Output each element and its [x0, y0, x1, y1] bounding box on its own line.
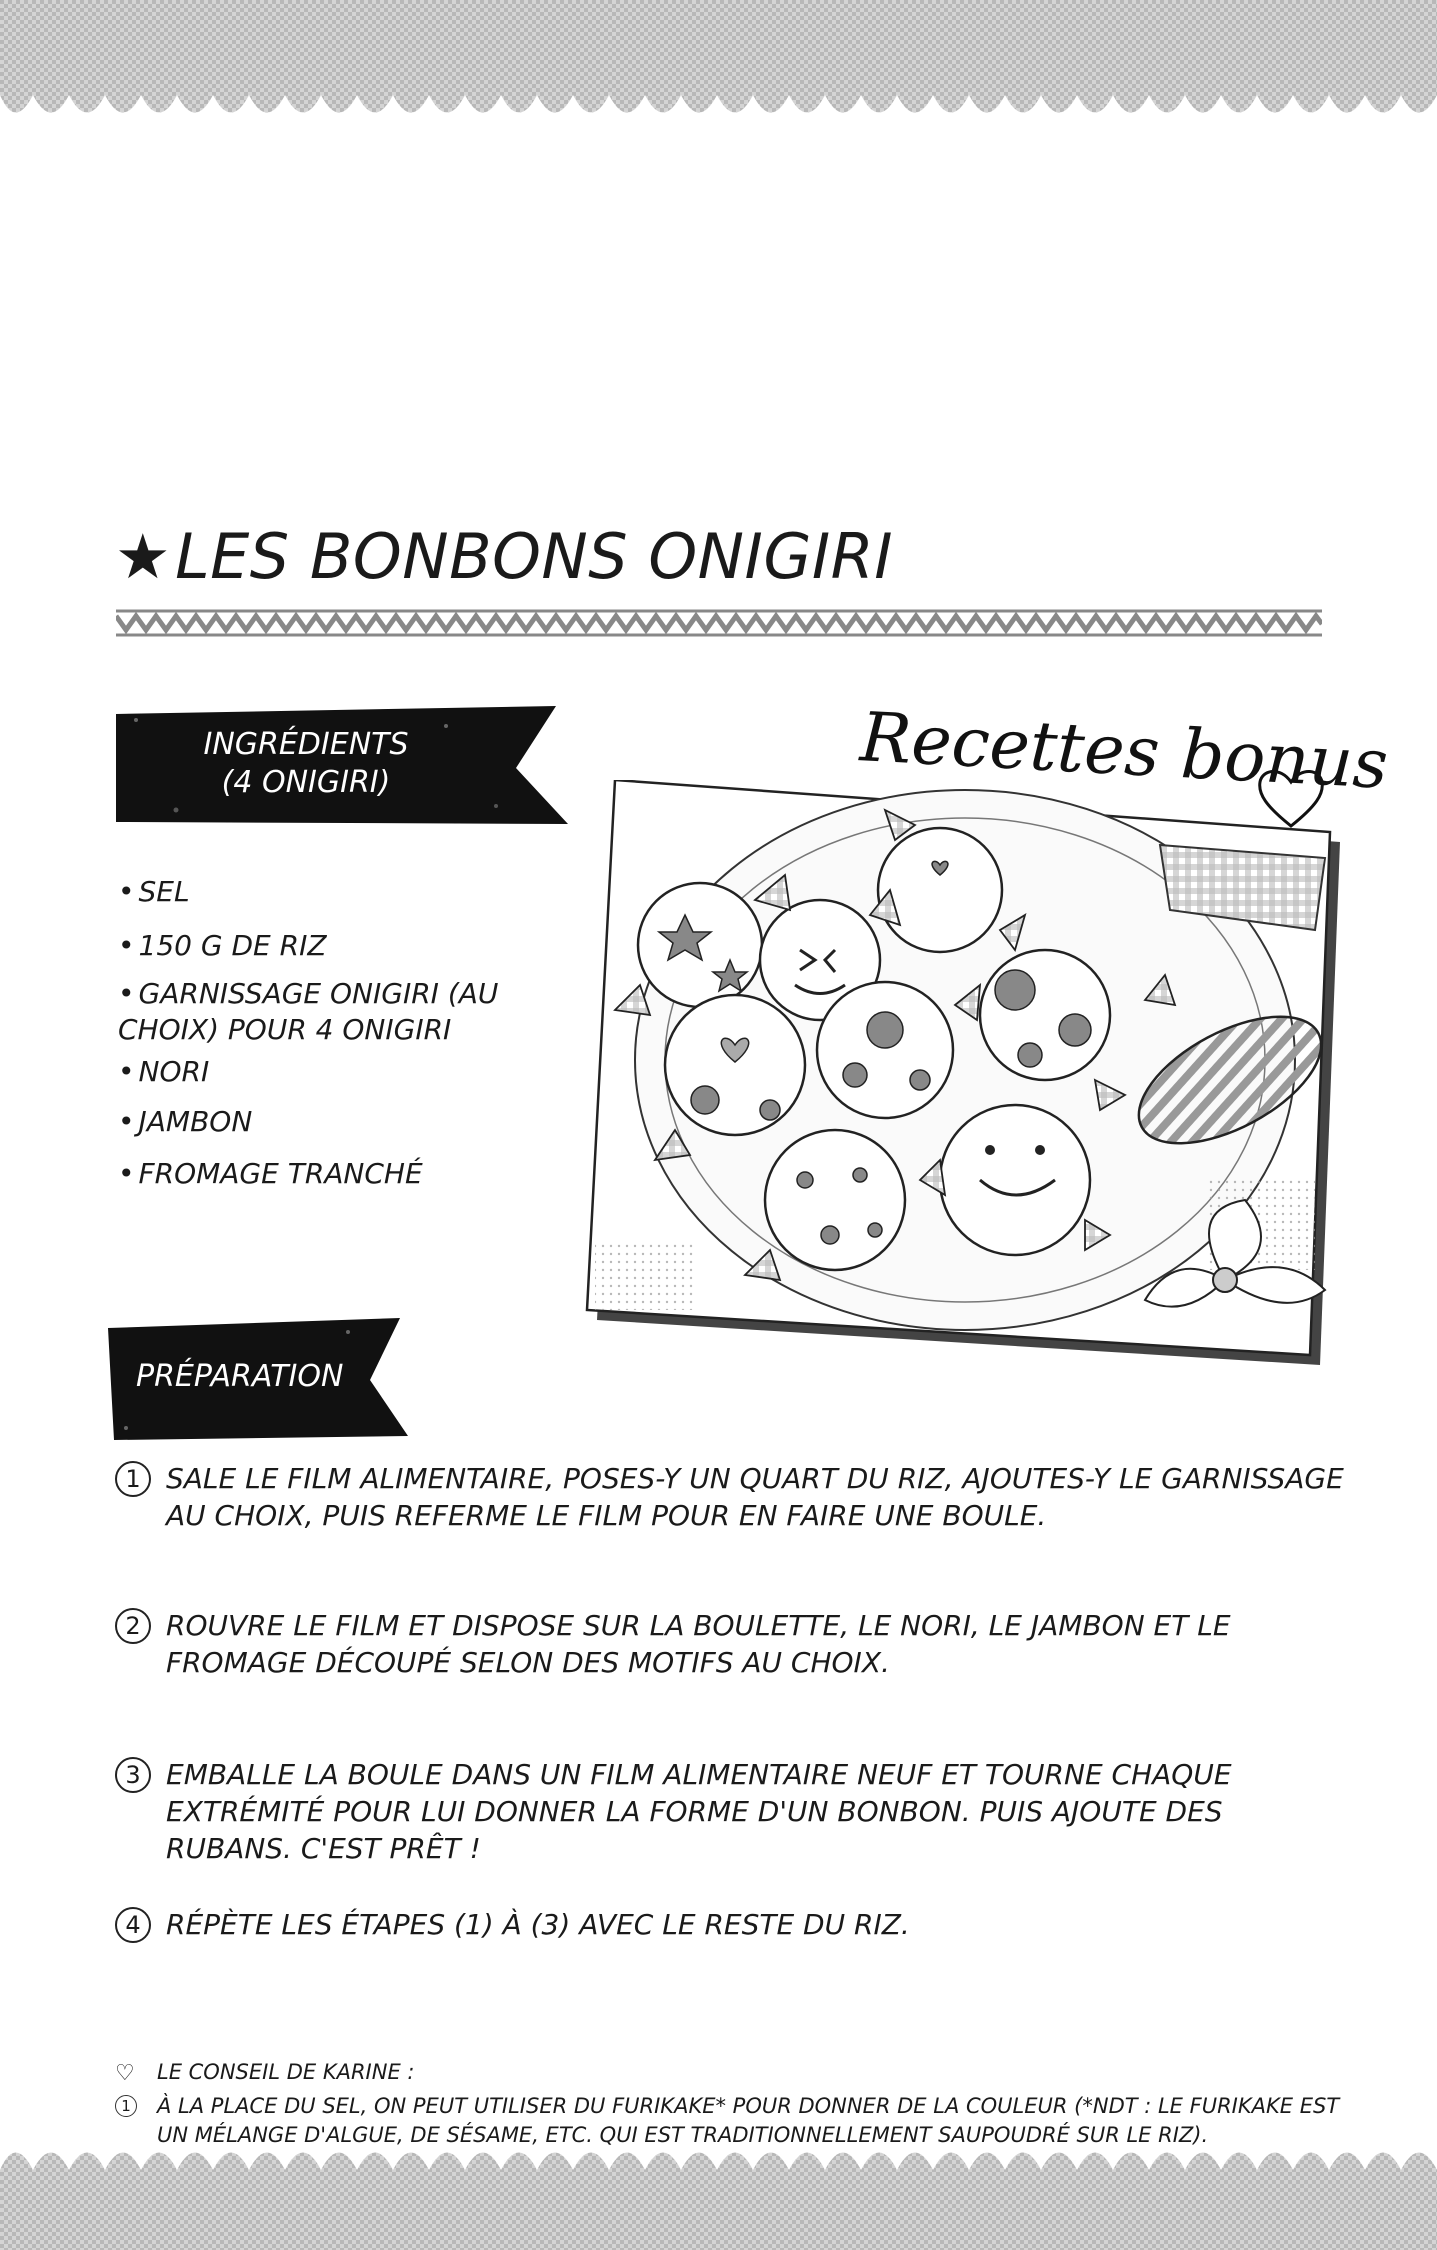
ingredient-item — [118, 874, 608, 910]
preparation-heading: PRÉPARATION — [136, 1359, 344, 1394]
recipe-title — [115, 520, 893, 593]
ingredient-text: FROMAGE TRANCHÉ — [138, 1157, 423, 1190]
step-text: ROUVRE LE FILM ET DISPOSE SUR LA BOULETTE, LE NORI, LE JAMBON ET LE FROMAGE DÉCOUPÉ SELON DES MOTIFS AU CHOIX. — [166, 1609, 1231, 1679]
ingredients-heading-line2: (4 ONIGIRI) — [221, 765, 391, 800]
bullet-icon: • — [118, 875, 135, 908]
bullet-icon: • — [118, 977, 135, 1010]
ingredient-text: NORI — [138, 1055, 210, 1088]
step-text: EMBALLE LA BOULE DANS UN FILM ALIMENTAIRE NEUF ET TOURNE CHAQUE EXTRÉMITÉ POUR LUI DONNER LA FORME D'UN BONBON. PUIS AJOUTE DES RUBANS. C'EST PRÊT ! — [166, 1758, 1232, 1865]
ingredient-text: JAMBON — [138, 1105, 253, 1138]
ingredients-banner — [116, 706, 568, 826]
ingredient-text: SEL — [138, 875, 190, 908]
ingredient-item — [118, 1156, 608, 1192]
bullet-icon: • — [118, 929, 135, 962]
recettes-bonus-label: Recettes bonus — [858, 698, 1390, 805]
top-scallop-border — [0, 0, 1437, 130]
preparation-step-3 — [115, 1756, 1345, 1867]
star-icon: ★ — [115, 520, 172, 593]
ingredients-heading — [156, 726, 456, 802]
preparation-step-1 — [115, 1460, 1345, 1534]
ingredient-item — [118, 1104, 608, 1140]
preparation-banner — [108, 1318, 408, 1440]
step-number-badge: 1 — [115, 1461, 151, 1497]
tip-heading-text: LE CONSEIL DE KARINE : — [157, 2060, 415, 2084]
tip-number-badge: 1 — [115, 2095, 137, 2117]
step-number-badge: 4 — [115, 1907, 151, 1943]
ingredients-heading-line1: INGRÉDIENTS — [203, 727, 409, 762]
bottom-scallop-border — [0, 2140, 1437, 2250]
ingredient-item — [118, 928, 608, 964]
step-text: SALE LE FILM ALIMENTAIRE, POSES-Y UN QUART DU RIZ, AJOUTES-Y LE GARNISSAGE AU CHOIX, PUIS REFERME LE FILM POUR EN FAIRE UNE BOULE. — [166, 1462, 1344, 1532]
preparation-step-4 — [115, 1906, 1345, 1943]
tip-heading — [115, 2058, 1345, 2087]
ingredient-text: 150 G DE RIZ — [138, 929, 327, 962]
recipe-title-text: LES BONBONS ONIGIRI — [175, 520, 894, 593]
tip-text: À LA PLACE DU SEL, ON PEUT UTILISER DU FURIKAKE* POUR DONNER DE LA COULEUR (*NDT : LE FURIKAKE EST UN MÉLANGE D'ALGUE, DE SÉSAME, ETC. QUI EST TRADITIONNELLEMENT SAUPOUDRÉ SUR LE RIZ). — [157, 2094, 1340, 2147]
title-zigzag-divider — [116, 608, 1322, 638]
onigiri-candy-illustration — [585, 780, 1345, 1370]
bullet-icon: • — [118, 1055, 135, 1088]
bullet-icon: • — [118, 1157, 135, 1190]
ingredient-item — [118, 1054, 608, 1090]
preparation-step-2 — [115, 1607, 1345, 1681]
ingredient-list — [118, 874, 608, 1192]
bullet-icon: • — [118, 1105, 135, 1138]
step-text: RÉPÈTE LES ÉTAPES (1) À (3) AVEC LE RESTE DU RIZ. — [166, 1908, 910, 1941]
ingredient-item — [118, 976, 608, 1048]
step-number-badge: 2 — [115, 1608, 151, 1644]
step-number-badge: 3 — [115, 1757, 151, 1793]
ingredient-text: GARNISSAGE ONIGIRI (AU CHOIX) POUR 4 ONIGIRI — [118, 977, 499, 1046]
heart-outline-icon: ♡ — [115, 2061, 135, 2086]
